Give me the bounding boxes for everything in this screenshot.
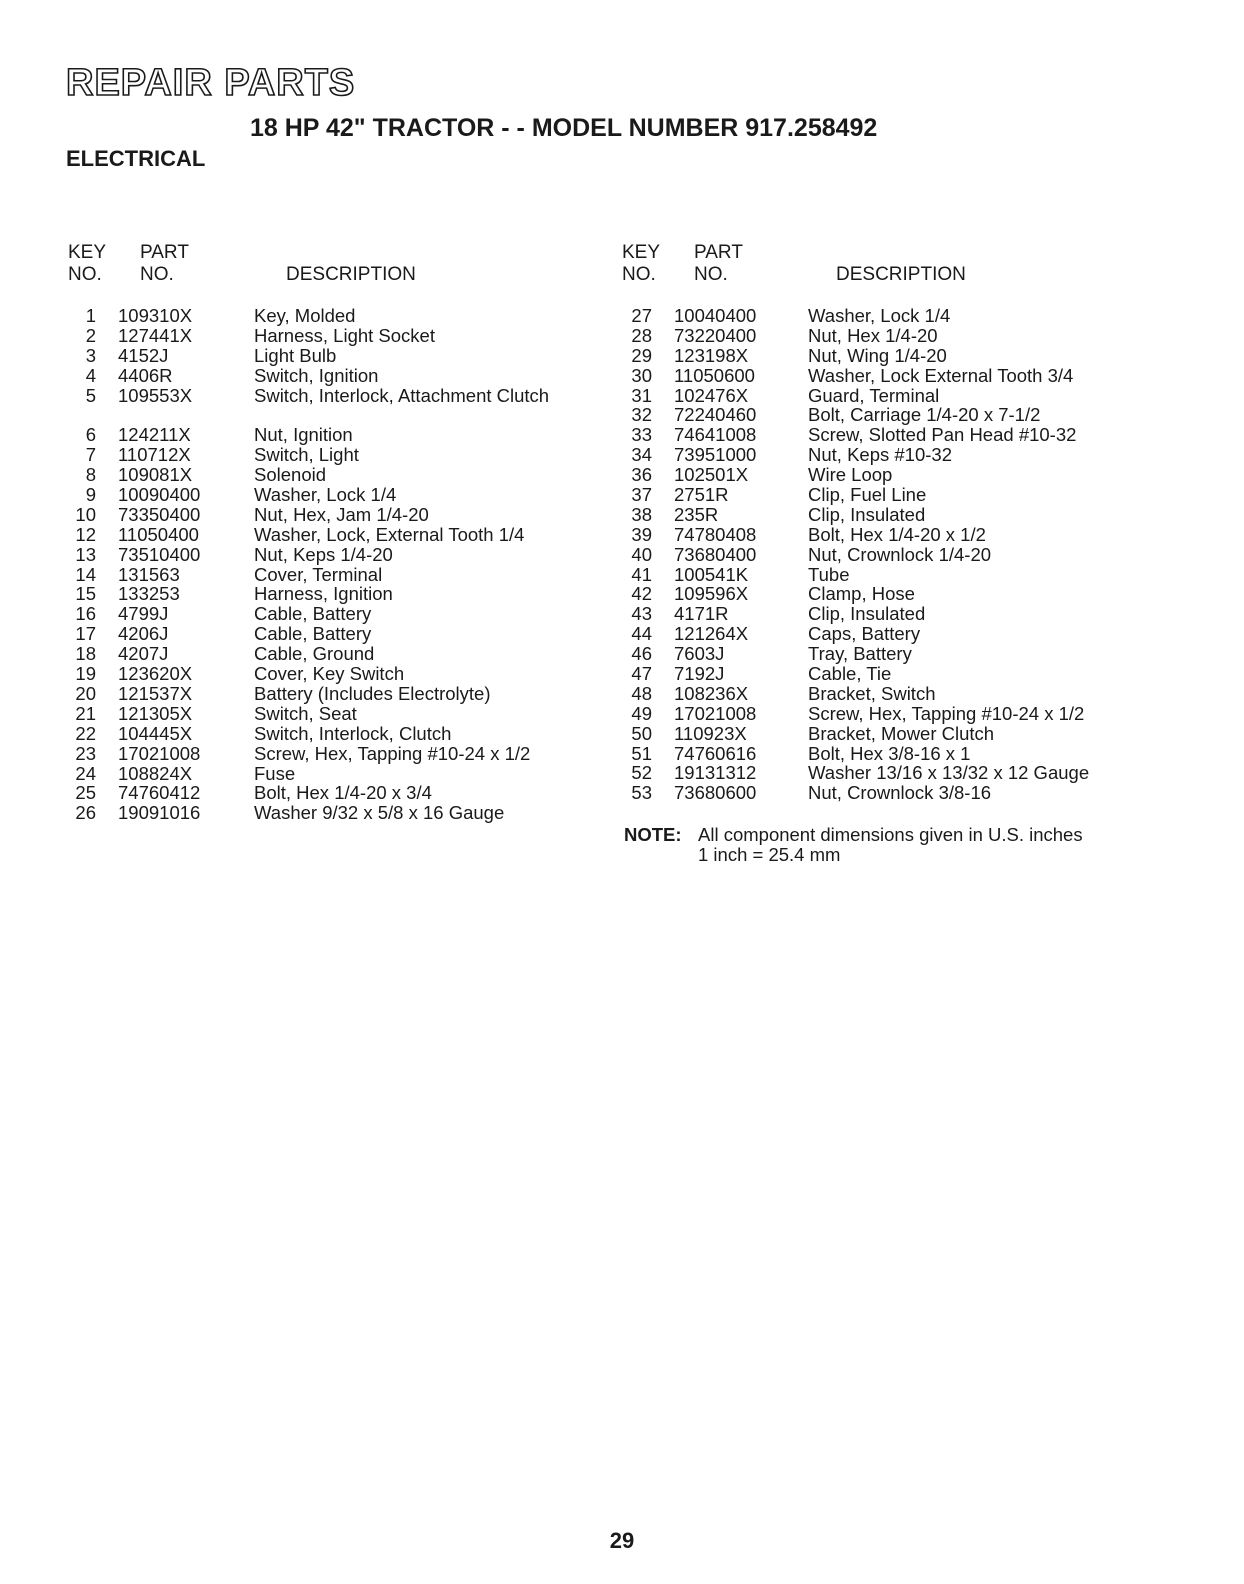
description: Nut, Ignition: [254, 424, 353, 446]
key-no: 23: [75, 742, 96, 764]
part-no: 73220400: [674, 324, 757, 346]
part-no: 235R: [674, 503, 719, 525]
description: Bolt, Hex 1/4-20 x 1/2: [808, 523, 986, 545]
part-no: 4799J: [118, 603, 169, 625]
key-no: 14: [75, 563, 96, 585]
header-part-line1: PART: [694, 242, 743, 263]
key-no: 5: [85, 384, 96, 406]
note-label: NOTE:: [624, 824, 682, 846]
key-no: 13: [75, 543, 96, 565]
description: Key, Molded: [254, 305, 356, 326]
header-part-line2: NO.: [694, 264, 728, 285]
description: Cover, Terminal: [254, 563, 383, 585]
part-no: 73951000: [674, 444, 757, 466]
key-no: 52: [631, 762, 652, 784]
part-no: 121537X: [118, 682, 193, 704]
part-no: 74641008: [674, 424, 757, 446]
description: Nut, Hex 1/4-20: [808, 324, 938, 346]
key-no: 48: [631, 682, 652, 704]
part-no: 17021008: [674, 702, 757, 724]
part-no: 72240460: [674, 404, 757, 426]
part-no: 102501X: [674, 464, 749, 486]
part-no: 121264X: [674, 623, 749, 645]
description: Wire Loop: [808, 464, 893, 486]
key-no: 21: [75, 702, 96, 724]
part-no: 11050400: [118, 523, 199, 545]
key-no: 51: [631, 742, 652, 764]
description: Caps, Battery: [808, 623, 921, 645]
description: Clip, Fuel Line: [808, 484, 927, 506]
key-no: 42: [631, 583, 652, 605]
key-no: 32: [631, 404, 652, 426]
part-no: 4206J: [118, 623, 169, 645]
header-description: DESCRIPTION: [286, 264, 416, 285]
part-no: 4152J: [118, 344, 169, 366]
key-no: 3: [85, 344, 96, 366]
part-no: 133253: [118, 583, 180, 605]
part-no: 7603J: [674, 643, 725, 665]
description: Clip, Insulated: [808, 603, 926, 625]
key-no: 4: [85, 364, 96, 386]
key-no: 8: [85, 464, 96, 486]
part-no: 19091016: [118, 802, 201, 824]
page-number: 29: [609, 1528, 635, 1553]
part-no: 4406R: [118, 364, 173, 386]
header-part-line2: NO.: [140, 264, 174, 285]
description: Cable, Ground: [254, 643, 375, 665]
description: Washer 13/16 x 13/32 x 12 Gauge: [808, 762, 1090, 784]
description: Screw, Hex, Tapping #10-24 x 1/2: [254, 742, 531, 764]
key-no: 25: [75, 782, 96, 804]
description: Nut, Wing 1/4-20: [808, 344, 947, 366]
description: Nut, Keps 1/4-20: [254, 543, 393, 565]
part-no: 10090400: [118, 484, 201, 506]
part-no: 2751R: [674, 484, 729, 506]
part-no: 74780408: [674, 523, 757, 545]
part-no: 104445X: [118, 722, 193, 744]
key-no: 18: [75, 643, 96, 665]
key-no: 39: [631, 523, 652, 545]
key-no: 22: [75, 722, 96, 744]
part-no: 109596X: [674, 583, 749, 605]
description: Switch, Seat: [254, 702, 357, 724]
key-no: 33: [631, 424, 652, 446]
description: Bracket, Mower Clutch: [808, 722, 995, 744]
part-no: 102476X: [674, 384, 749, 406]
description: Washer 9/32 x 5/8 x 16 Gauge: [254, 802, 505, 824]
description: Tube: [808, 563, 850, 585]
key-no: 40: [631, 543, 652, 565]
description: Nut, Hex, Jam 1/4-20: [254, 503, 429, 525]
part-no: 110712X: [118, 444, 191, 466]
description: Fuse: [254, 762, 296, 784]
header-key-line2: NO.: [68, 264, 102, 285]
part-no: 11050600: [674, 364, 755, 386]
key-no: 38: [631, 503, 652, 525]
key-no: 41: [631, 563, 652, 585]
description: Washer, Lock 1/4: [808, 305, 951, 326]
part-no: 108236X: [674, 682, 749, 704]
key-no: 19: [75, 663, 96, 685]
description: Cable, Battery: [254, 623, 372, 645]
part-no: 73680600: [674, 782, 757, 804]
description: Bolt, Hex 3/8-16 x 1: [808, 742, 971, 764]
key-no: 2: [85, 324, 96, 346]
description: Harness, Ignition: [254, 583, 393, 605]
description: Nut, Crownlock 3/8-16: [808, 782, 992, 804]
header-description: DESCRIPTION: [836, 264, 966, 285]
description: Screw, Slotted Pan Head #10-32: [808, 424, 1077, 446]
part-no: 4207J: [118, 643, 169, 665]
description: Battery (Includes Electrolyte): [254, 682, 491, 704]
part-no: 123198X: [674, 344, 749, 366]
description: Clip, Insulated: [808, 503, 926, 525]
description: Cable, Battery: [254, 603, 372, 625]
description: Bolt, Carriage 1/4-20 x 7-1/2: [808, 404, 1041, 426]
description: Bracket, Switch: [808, 682, 936, 704]
part-no: 131563: [118, 563, 180, 585]
description: Cover, Key Switch: [254, 663, 405, 685]
part-no: 74760412: [118, 782, 201, 804]
key-no: 46: [631, 643, 652, 665]
description: Clamp, Hose: [808, 583, 915, 605]
key-no: 28: [631, 324, 652, 346]
key-no: 9: [85, 484, 96, 506]
header-part-line1: PART: [140, 242, 189, 263]
part-no: 10040400: [674, 305, 757, 326]
part-no: 108824X: [118, 762, 193, 784]
page-title: REPAIR PARTS: [66, 62, 356, 104]
description: Washer, Lock External Tooth 3/4: [808, 364, 1074, 386]
key-no: 20: [75, 682, 96, 704]
part-no: 7192J: [674, 663, 725, 685]
description: Washer, Lock 1/4: [254, 484, 397, 506]
model-subtitle: 18 HP 42" TRACTOR - - MODEL NUMBER 917.258492: [250, 114, 878, 142]
key-no: 27: [631, 305, 652, 326]
key-no: 47: [631, 663, 652, 685]
part-no: 124211X: [118, 424, 191, 446]
header-key-line1: KEY: [622, 242, 661, 263]
key-no: 12: [75, 523, 96, 545]
part-no: 4171R: [674, 603, 729, 625]
description: Switch, Ignition: [254, 364, 379, 386]
part-no: 100541K: [674, 563, 749, 585]
part-no: 127441X: [118, 324, 193, 346]
section-heading: ELECTRICAL: [66, 146, 206, 171]
key-no: 49: [631, 702, 652, 724]
key-no: 15: [75, 583, 96, 605]
key-no: 36: [631, 464, 652, 486]
key-no: 53: [631, 782, 652, 804]
description: Harness, Light Socket: [254, 324, 435, 346]
description: Switch, Light: [254, 444, 359, 466]
part-no: 121305X: [118, 702, 193, 724]
description: Light Bulb: [254, 344, 337, 366]
note-line-1: All component dimensions given in U.S. inches: [698, 824, 1083, 846]
key-no: 34: [631, 444, 652, 466]
description: Nut, Crownlock 1/4-20: [808, 543, 992, 565]
part-no: 123620X: [118, 663, 193, 685]
key-no: 24: [75, 762, 96, 784]
part-no: 19131312: [674, 762, 757, 784]
header-key-line2: NO.: [622, 264, 656, 285]
part-no: 73680400: [674, 543, 757, 565]
header-key-line1: KEY: [68, 242, 107, 263]
part-no: 110923X: [674, 722, 747, 744]
key-no: 43: [631, 603, 652, 625]
description: Solenoid: [254, 464, 327, 486]
key-no: 50: [631, 722, 652, 744]
key-no: 31: [631, 384, 652, 406]
key-no: 29: [631, 344, 652, 366]
description: Screw, Hex, Tapping #10-24 x 1/2: [808, 702, 1085, 724]
part-no: 109081X: [118, 464, 193, 486]
part-no: 73350400: [118, 503, 201, 525]
key-no: 44: [631, 623, 652, 645]
part-no: 73510400: [118, 543, 201, 565]
key-no: 1: [85, 305, 96, 326]
part-no: 109553X: [118, 384, 193, 406]
description: Switch, Interlock, Attachment Clutch: [254, 384, 550, 406]
description: Washer, Lock, External Tooth 1/4: [254, 523, 525, 545]
key-no: 30: [631, 364, 652, 386]
description: Guard, Terminal: [808, 384, 940, 406]
part-no: 109310X: [118, 305, 193, 326]
note-line-2: 1 inch = 25.4 mm: [698, 844, 841, 866]
key-no: 16: [75, 603, 96, 625]
key-no: 10: [75, 503, 96, 525]
key-no: 6: [85, 424, 96, 446]
key-no: 17: [75, 623, 96, 645]
part-no: 17021008: [118, 742, 201, 764]
description: Switch, Interlock, Clutch: [254, 722, 452, 744]
description: Tray, Battery: [808, 643, 912, 665]
key-no: 26: [75, 802, 96, 824]
description: Bolt, Hex 1/4-20 x 3/4: [254, 782, 432, 804]
description: Cable, Tie: [808, 663, 892, 685]
key-no: 7: [85, 444, 96, 466]
part-no: 74760616: [674, 742, 757, 764]
key-no: 37: [631, 484, 652, 506]
description: Nut, Keps #10-32: [808, 444, 952, 466]
